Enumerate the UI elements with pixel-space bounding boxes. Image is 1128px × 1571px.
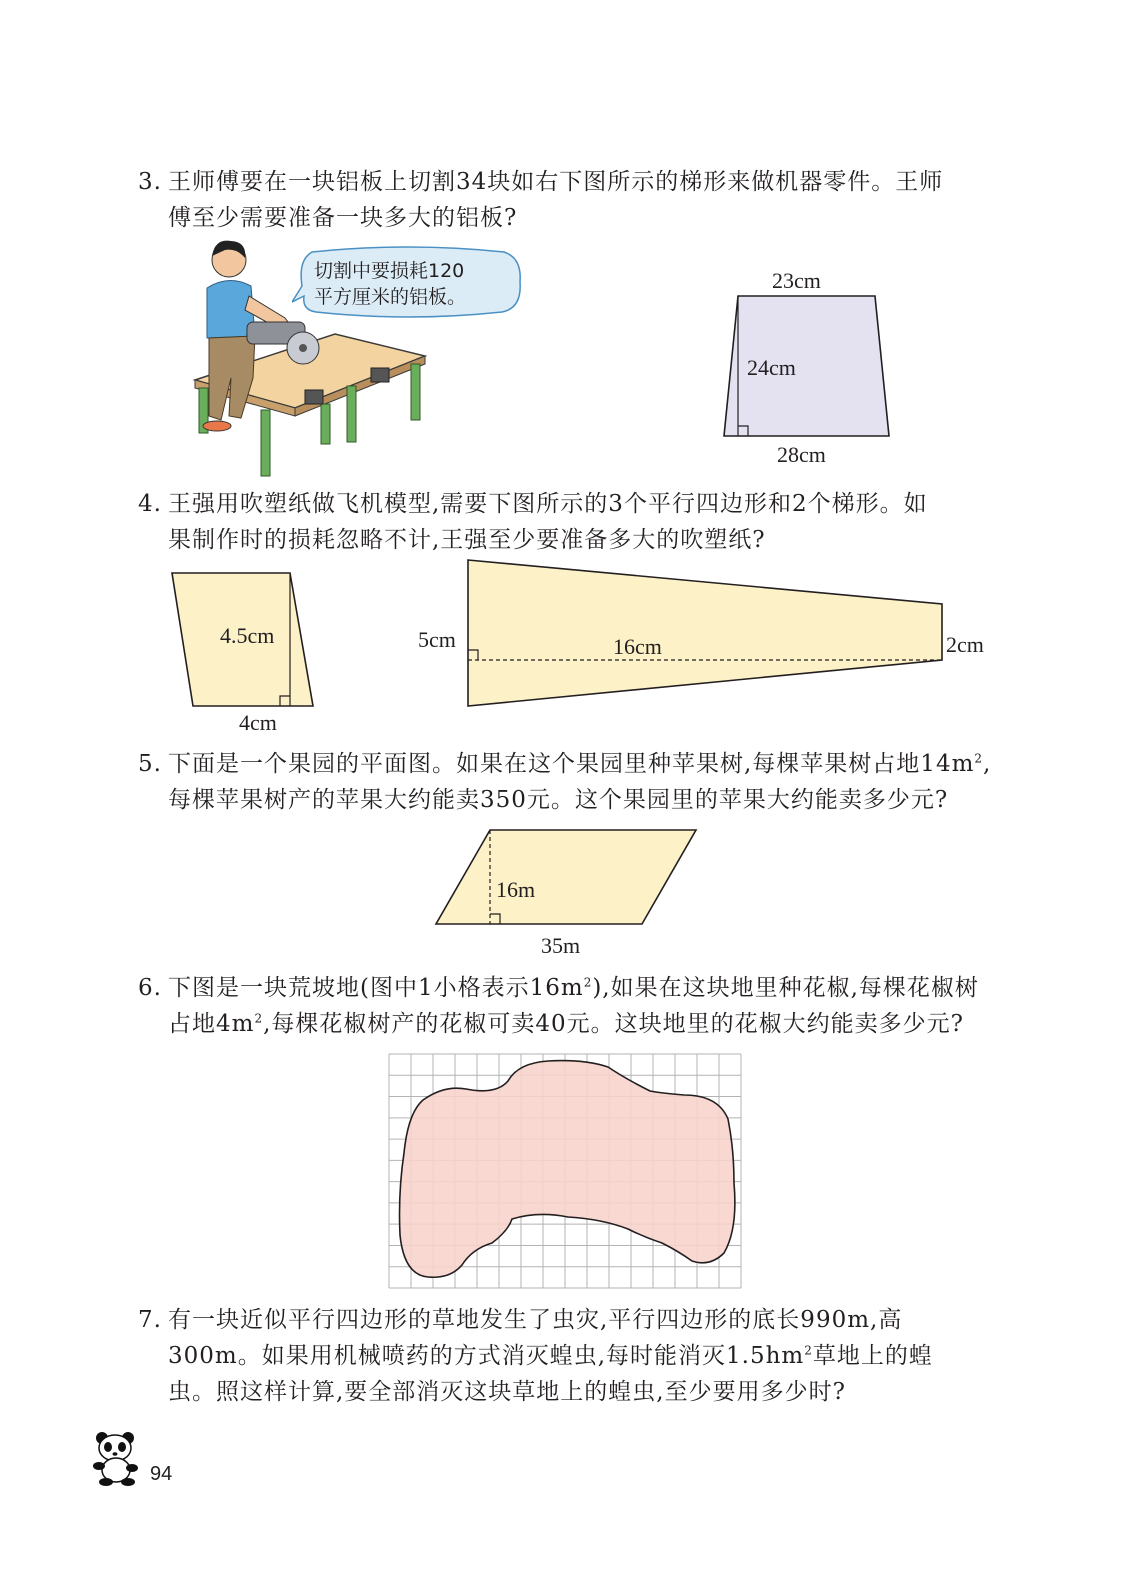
- problem-3: [138, 164, 998, 236]
- problem-5: [138, 746, 998, 818]
- orchard-base-label: 35m: [541, 933, 581, 958]
- problem-text: 王强用吹塑纸做飞机模型,需要下图所示的3个平行四边形和2个梯形。如: [168, 491, 928, 517]
- land-grid-figure: [388, 1053, 743, 1290]
- problem-number: 7.: [138, 1307, 162, 1333]
- superscript: 2: [254, 1011, 264, 1026]
- parallelogram-height-label: 4.5cm: [220, 623, 275, 648]
- speech-line-1: 切割中要损耗120: [314, 260, 465, 282]
- orchard-height-label: 16m: [496, 877, 536, 902]
- long-trapezoid-right-label: 2cm: [946, 632, 984, 657]
- problem-6: [138, 970, 998, 1042]
- speech-bubble-text: [314, 258, 466, 310]
- long-trapezoid-left-label: 5cm: [418, 627, 456, 652]
- page-number: 94: [150, 1463, 173, 1485]
- problem-text: 有一块近似平行四边形的草地发生了虫灾,平行四边形的底长990m,高: [168, 1307, 903, 1333]
- panda-icon: [92, 1430, 142, 1486]
- superscript: 2: [974, 751, 984, 766]
- problem-4: [138, 486, 998, 558]
- trapezoid-figure: [715, 285, 905, 445]
- long-trapezoid-middle-label: 16cm: [613, 634, 662, 659]
- problem-text: 每棵苹果树产的苹果大约能卖350元。这个果园里的苹果大约能卖多少元?: [168, 787, 949, 813]
- problem-text: 下面是一个果园的平面图。如果在这个果园里种苹果树,每棵苹果树占地14m: [168, 751, 975, 777]
- problem-text: 下图是一块荒坡地(图中1小格表示16m: [168, 975, 584, 1001]
- speech-line-2: 平方厘米的铝板。: [314, 286, 467, 308]
- superscript: 2: [583, 975, 593, 990]
- trapezoid-height-label: 24cm: [747, 355, 796, 380]
- problem-text: ,每棵花椒树产的花椒可卖40元。这块地里的花椒大约能卖多少元?: [263, 1011, 965, 1037]
- problem-text: 王师傅要在一块铝板上切割34块如右下图所示的梯形来做机器零件。王师: [168, 169, 944, 195]
- problem-text: 虫。照这样计算,要全部消灭这块草地上的蝗虫,至少要用多少时?: [168, 1379, 846, 1405]
- problem-text: 果制作时的损耗忽略不计,王强至少要准备多大的吹塑纸?: [168, 527, 766, 553]
- superscript: 2: [804, 1343, 813, 1358]
- problem-text: 300m。如果用机械喷药的方式消灭蝗虫,每时能消灭1.5hm: [168, 1343, 805, 1369]
- problem-text: 傅至少需要准备一块多大的铝板?: [168, 205, 518, 231]
- problem-number: 6.: [138, 975, 162, 1001]
- problem-7: [138, 1302, 998, 1410]
- problem-number: 5.: [138, 751, 162, 777]
- parallelogram-base-label: 4cm: [239, 710, 277, 735]
- trapezoid-top-label: 23cm: [772, 268, 821, 293]
- problem-text: 占地4m: [168, 1011, 255, 1037]
- irregular-land-shape: [400, 1061, 735, 1278]
- problem-text: 草地上的蝗: [812, 1343, 933, 1369]
- problem-text: ,: [983, 751, 992, 777]
- trapezoid-bottom-label: 28cm: [777, 442, 826, 467]
- problem-number: 3.: [138, 169, 162, 195]
- problem-number: 4.: [138, 491, 162, 517]
- long-trapezoid-figure: [462, 555, 948, 711]
- problem-text: ),如果在这块地里种花椒,每棵花椒树: [592, 975, 979, 1001]
- orchard-parallelogram-figure: [432, 826, 702, 928]
